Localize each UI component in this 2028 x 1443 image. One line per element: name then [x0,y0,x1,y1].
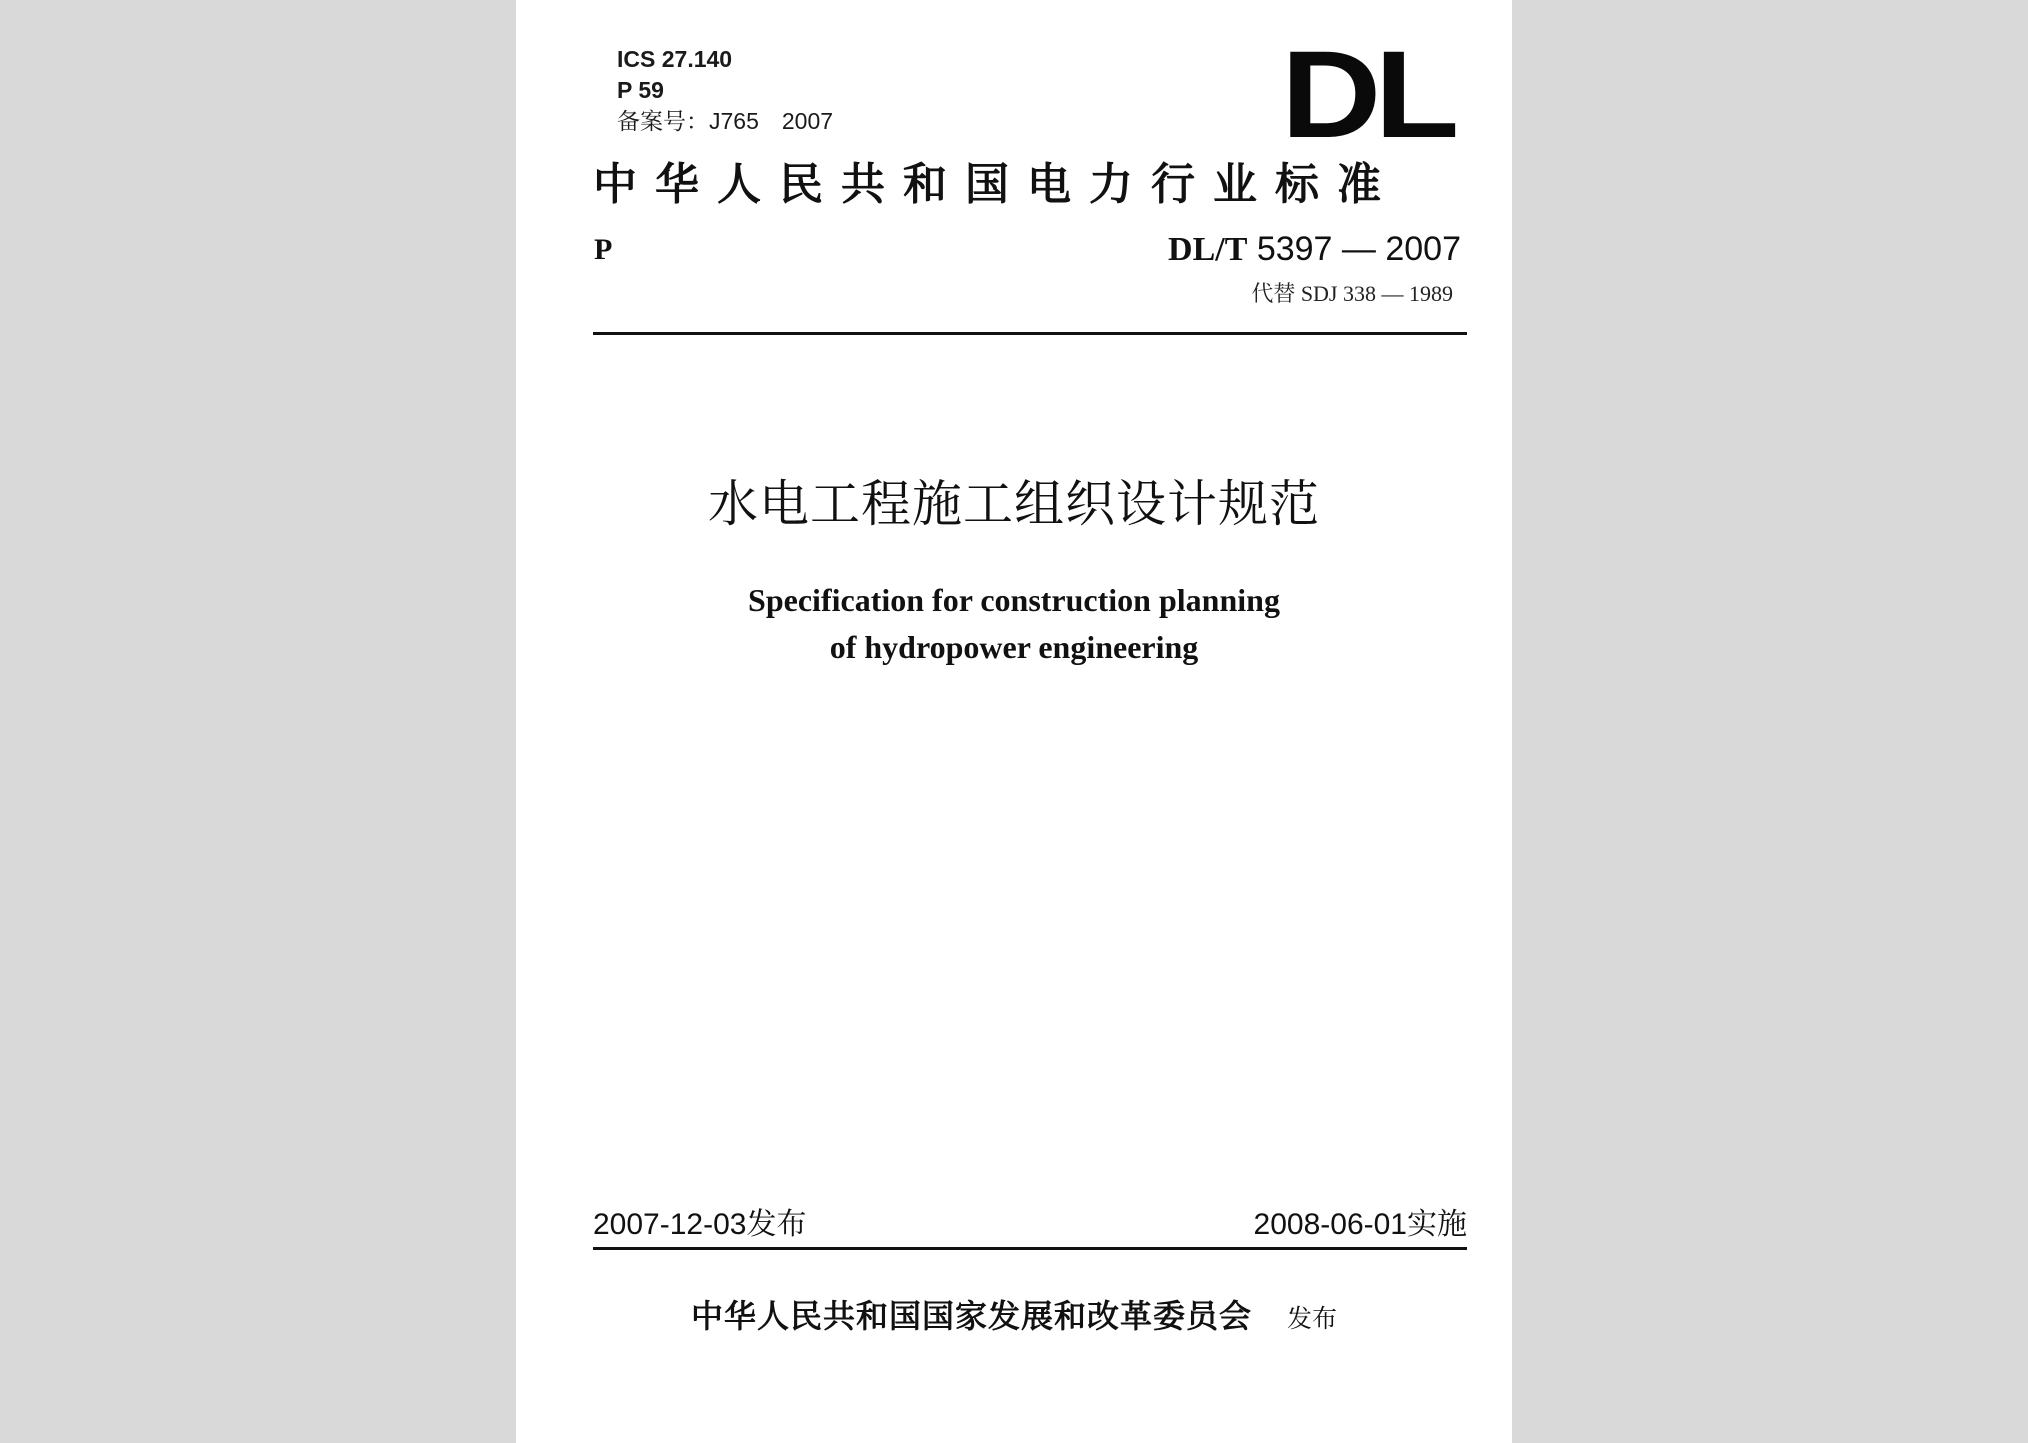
standard-code: DL/T [1168,231,1248,268]
issue-date: 2007-12-03发布 [593,1208,807,1241]
classification-block [617,44,833,137]
publisher-organization: 中华人民共和国国家发展和改革委员会 [690,1297,1252,1335]
dl-logo: DL [1281,26,1453,164]
standard-number-year: 5397 — 2007 [1256,230,1461,268]
english-title-line-1: Specification for construction planning [748,582,1280,618]
standard-number [1168,228,1461,271]
industry-standard-heading: 中华人民共和国电力行业标准 [593,159,1399,210]
top-divider [593,332,1467,335]
replaces-standard: 代替 SDJ 338 — 1989 [1251,281,1453,306]
ics-code: ICS 27.140 [617,46,733,72]
implementation-date: 2008-06-01实施 [1253,1208,1467,1241]
bottom-divider [593,1247,1467,1250]
publisher-line [516,1294,1512,1341]
chinese-title: 水电工程施工组织设计规范 [708,475,1320,533]
english-title [516,577,1512,671]
category-code: P 59 [617,77,664,103]
document-cover-page [516,0,1512,1443]
english-title-line-2: of hydropower engineering [829,629,1199,665]
filing-number: 备案号：J765 2007 [617,108,834,134]
class-letter: P [594,233,613,266]
publish-action: 发布 [1287,1304,1338,1333]
